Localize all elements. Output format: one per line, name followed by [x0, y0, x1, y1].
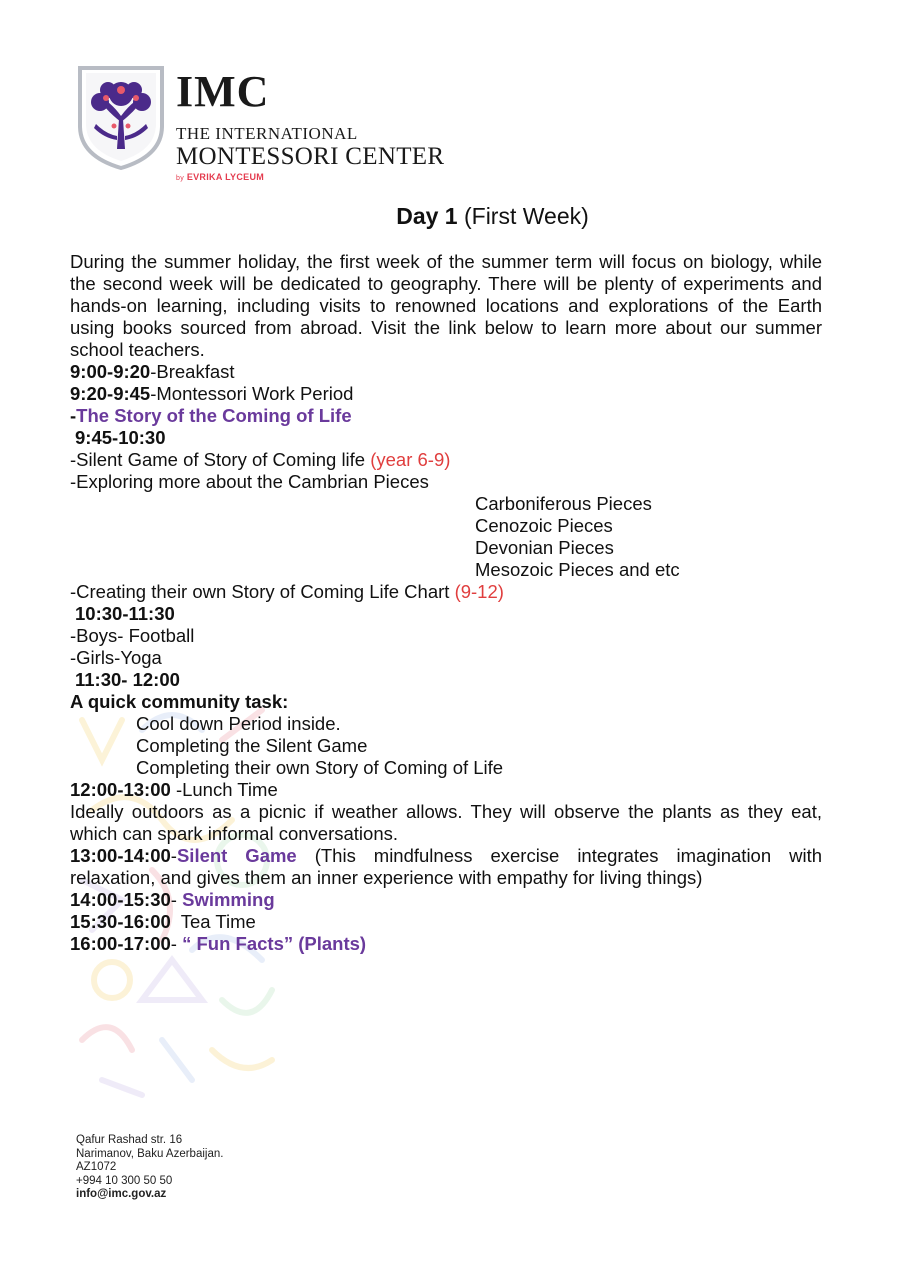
brand-by: by [176, 175, 184, 182]
footer-email[interactable]: info@imc.gov.az [76, 1188, 167, 1201]
brand-partner [176, 172, 444, 182]
title-day: Day 1 [396, 203, 458, 229]
explore-item: -Exploring more about the Cambrian Pieces [70, 471, 429, 492]
story-title: The Story of the Coming of Life [76, 405, 352, 426]
schedule-fun-facts [70, 933, 822, 955]
schedule-breakfast [70, 361, 822, 383]
activity-label: -Breakfast [150, 361, 235, 382]
age-badge: (year 6-9) [370, 449, 451, 470]
schedule-tea [70, 911, 822, 933]
time-label: 15:30-16:00 [70, 911, 171, 932]
footer-contact [76, 1134, 223, 1202]
page-title [0, 201, 905, 231]
chart-task-item [70, 581, 822, 603]
activity-label: -Silent Game of Story of Coming life [70, 449, 366, 470]
time-block-3: 11:30- 12:00 [75, 669, 180, 690]
time-block-2: 10:30-11:30 [75, 603, 175, 624]
activity-label: -Montessori Work Period [150, 383, 354, 404]
time-label: 9:20-9:45 [70, 383, 151, 404]
brand-abbr: IMC [176, 67, 270, 116]
time-label: 9:00-9:20 [70, 361, 151, 382]
title-week: (First Week) [463, 203, 589, 229]
schedule-swimming [70, 889, 822, 911]
brand-name [176, 67, 445, 182]
tree-emblem-icon [76, 64, 166, 170]
silent-description: (This mindfulness exercise integrates imagination with relaxation, and gives them an inner experience with empathy for living things) [70, 845, 823, 888]
piece-item: Carboniferous Pieces [475, 493, 652, 514]
activity-label: -Lunch Time [175, 779, 278, 800]
brand-line1: THE INTERNATIONAL [176, 124, 358, 143]
footer-phone: +994 10 300 50 50 [76, 1174, 173, 1187]
piece-item: Devonian Pieces [475, 537, 614, 558]
time-block-1: 9:45-10:30 [75, 427, 166, 448]
schedule-content [70, 251, 822, 955]
community-item: Completing their own Story of Coming of Life [136, 757, 504, 778]
fun-title: “ Fun Facts” (Plants) [182, 933, 367, 954]
community-item: Completing the Silent Game [136, 735, 368, 756]
header-logo [76, 64, 476, 182]
schedule-silent-game [70, 845, 822, 889]
community-item: Cool down Period inside. [136, 713, 341, 734]
intro-paragraph: During the summer holiday, the first week of the summer term will focus on biology, while the second week will be dedicated to geography. There will be plenty of experiments and hands-on learning, including visits to renowned locations and explorations of the Earth using books sourced from abroad. Visit the link below to learn more about our summer school teachers. [70, 251, 822, 360]
activity-label: Tea Time [180, 911, 256, 932]
time-label: 13:00-14:00 [70, 845, 171, 866]
footer-postcode: AZ1072 [76, 1161, 117, 1174]
community-task-title: A quick community task: [70, 691, 289, 712]
piece-item: Mesozoic Pieces and etc [475, 559, 680, 580]
piece-item: Cenozoic Pieces [475, 515, 613, 536]
fun-dash: - [170, 933, 183, 954]
footer-address1: Qafur Rashad str. 16 [76, 1134, 183, 1146]
brand-partner-name: EVRIKA LYCEUM [186, 172, 265, 182]
schedule-work-period [70, 383, 822, 405]
schedule-lunch [70, 779, 822, 801]
activity-label: -Creating their own Story of Coming Life Chart [70, 581, 450, 602]
time-label: 14:00-15:30 [70, 889, 171, 910]
boys-item: -Boys- Football [70, 625, 195, 646]
story-dash: - [70, 405, 77, 426]
footer-address2: Narimanov, Baku Azerbaijan. [76, 1147, 224, 1160]
age-badge: (9-12) [454, 581, 504, 602]
lunch-description: Ideally outdoors as a picnic if weather allows. They will observe the plants as they eat, which can spark informal conversations. [70, 801, 822, 844]
silent-dash: - [170, 845, 177, 866]
story-heading [70, 405, 822, 427]
swim-dash: - [170, 889, 183, 910]
brand-line2: MONTESSORI CENTER [176, 143, 445, 170]
girls-item: -Girls-Yoga [70, 647, 162, 668]
time-label: 12:00-13:00 [70, 779, 171, 800]
silent-title: Silent Game [176, 845, 297, 866]
swim-title: Swimming [182, 889, 275, 910]
silent-game-item [70, 449, 822, 471]
time-label: 16:00-17:00 [70, 933, 171, 954]
